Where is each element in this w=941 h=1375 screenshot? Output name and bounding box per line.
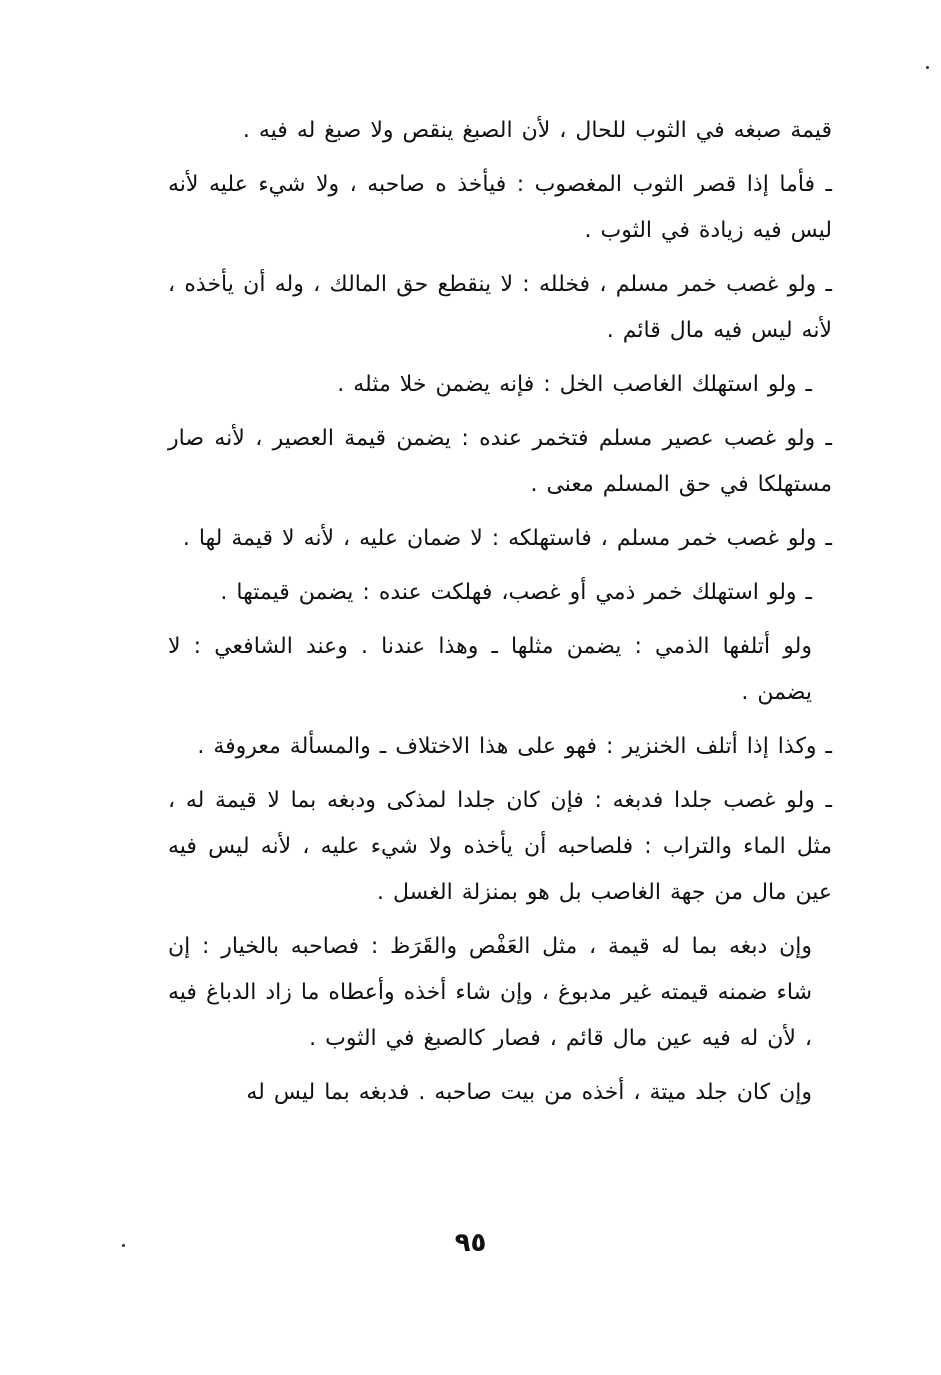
page-number: ٩٥ bbox=[454, 1228, 487, 1258]
paragraph-5: ـ ولو غصب عصير مسلم فتخمر عنده : يضمن قيمة العصير ، لأنه صار مستهلكا في حق المسلم معنى . bbox=[168, 426, 832, 497]
paragraph-10: ـ ولو غصب جلدا فدبغه : فإن كان جلدا لمذكى ودبغه بما لا قيمة له ، مثل الماء والتراب : فلصاحبه أن يأخذه ولا شيء عليه ، لأنه ليس فيه عين مال من جهة الغاصب بل هو بمنزلة الغسل . bbox=[168, 788, 832, 905]
paragraph-1: قيمة صبغه في الثوب للحال ، لأن الصبغ ينقص ولا صبغ له فيه . bbox=[242, 118, 832, 143]
paragraph-2: ـ فأما إذا قصر الثوب المغصوب : فيأخذ ه صاحبه ، ولا شيء عليه لأنه ليس فيه زيادة في الثوب . bbox=[168, 172, 832, 243]
main-text bbox=[168, 108, 832, 1124]
paragraph-11: وإن دبغه بما له قيمة ، مثل العَفْص والقَرَظ : فصاحبه بالخيار : إن شاء ضمنه قيمته غير مدبوغ ، وإن شاء أخذه وأعطاه ما زاد الدباغ فيه ، لأن له فيه عين مال قائم ، فصار كالصبغ في الثوب . bbox=[168, 934, 812, 1051]
paragraph-6: ـ ولو غصب خمر مسلم ، فاستهلكه : لا ضمان عليه ، لأنه لا قيمة لها . bbox=[182, 526, 832, 551]
scan-speck bbox=[122, 1244, 125, 1247]
paragraph-8: ولو أتلفها الذمي : يضمن مثلها ـ وهذا عندنا . وعند الشافعي : لا يضمن . bbox=[168, 634, 812, 705]
paragraph-7: ـ ولو استهلك خمر ذمي أو غصب، فهلكت عنده : يضمن قيمتها . bbox=[220, 580, 812, 605]
paragraph-9: ـ وكذا إذا أتلف الخنزير : فهو على هذا الاختلاف ـ والمسألة معروفة . bbox=[197, 734, 832, 759]
paragraph-12: وإن كان جلد ميتة ، أخذه من بيت صاحبه . فدبغه بما ليس له bbox=[246, 1080, 812, 1105]
paragraph-4: ـ ولو استهلك الغاصب الخل : فإنه يضمن خلا مثله . bbox=[337, 372, 812, 397]
scan-speck bbox=[926, 66, 929, 69]
paragraph-3: ـ ولو غصب خمر مسلم ، فخلله : لا ينقطع حق المالك ، وله أن يأخذه ، لأنه ليس فيه مال قائم . bbox=[168, 272, 832, 343]
